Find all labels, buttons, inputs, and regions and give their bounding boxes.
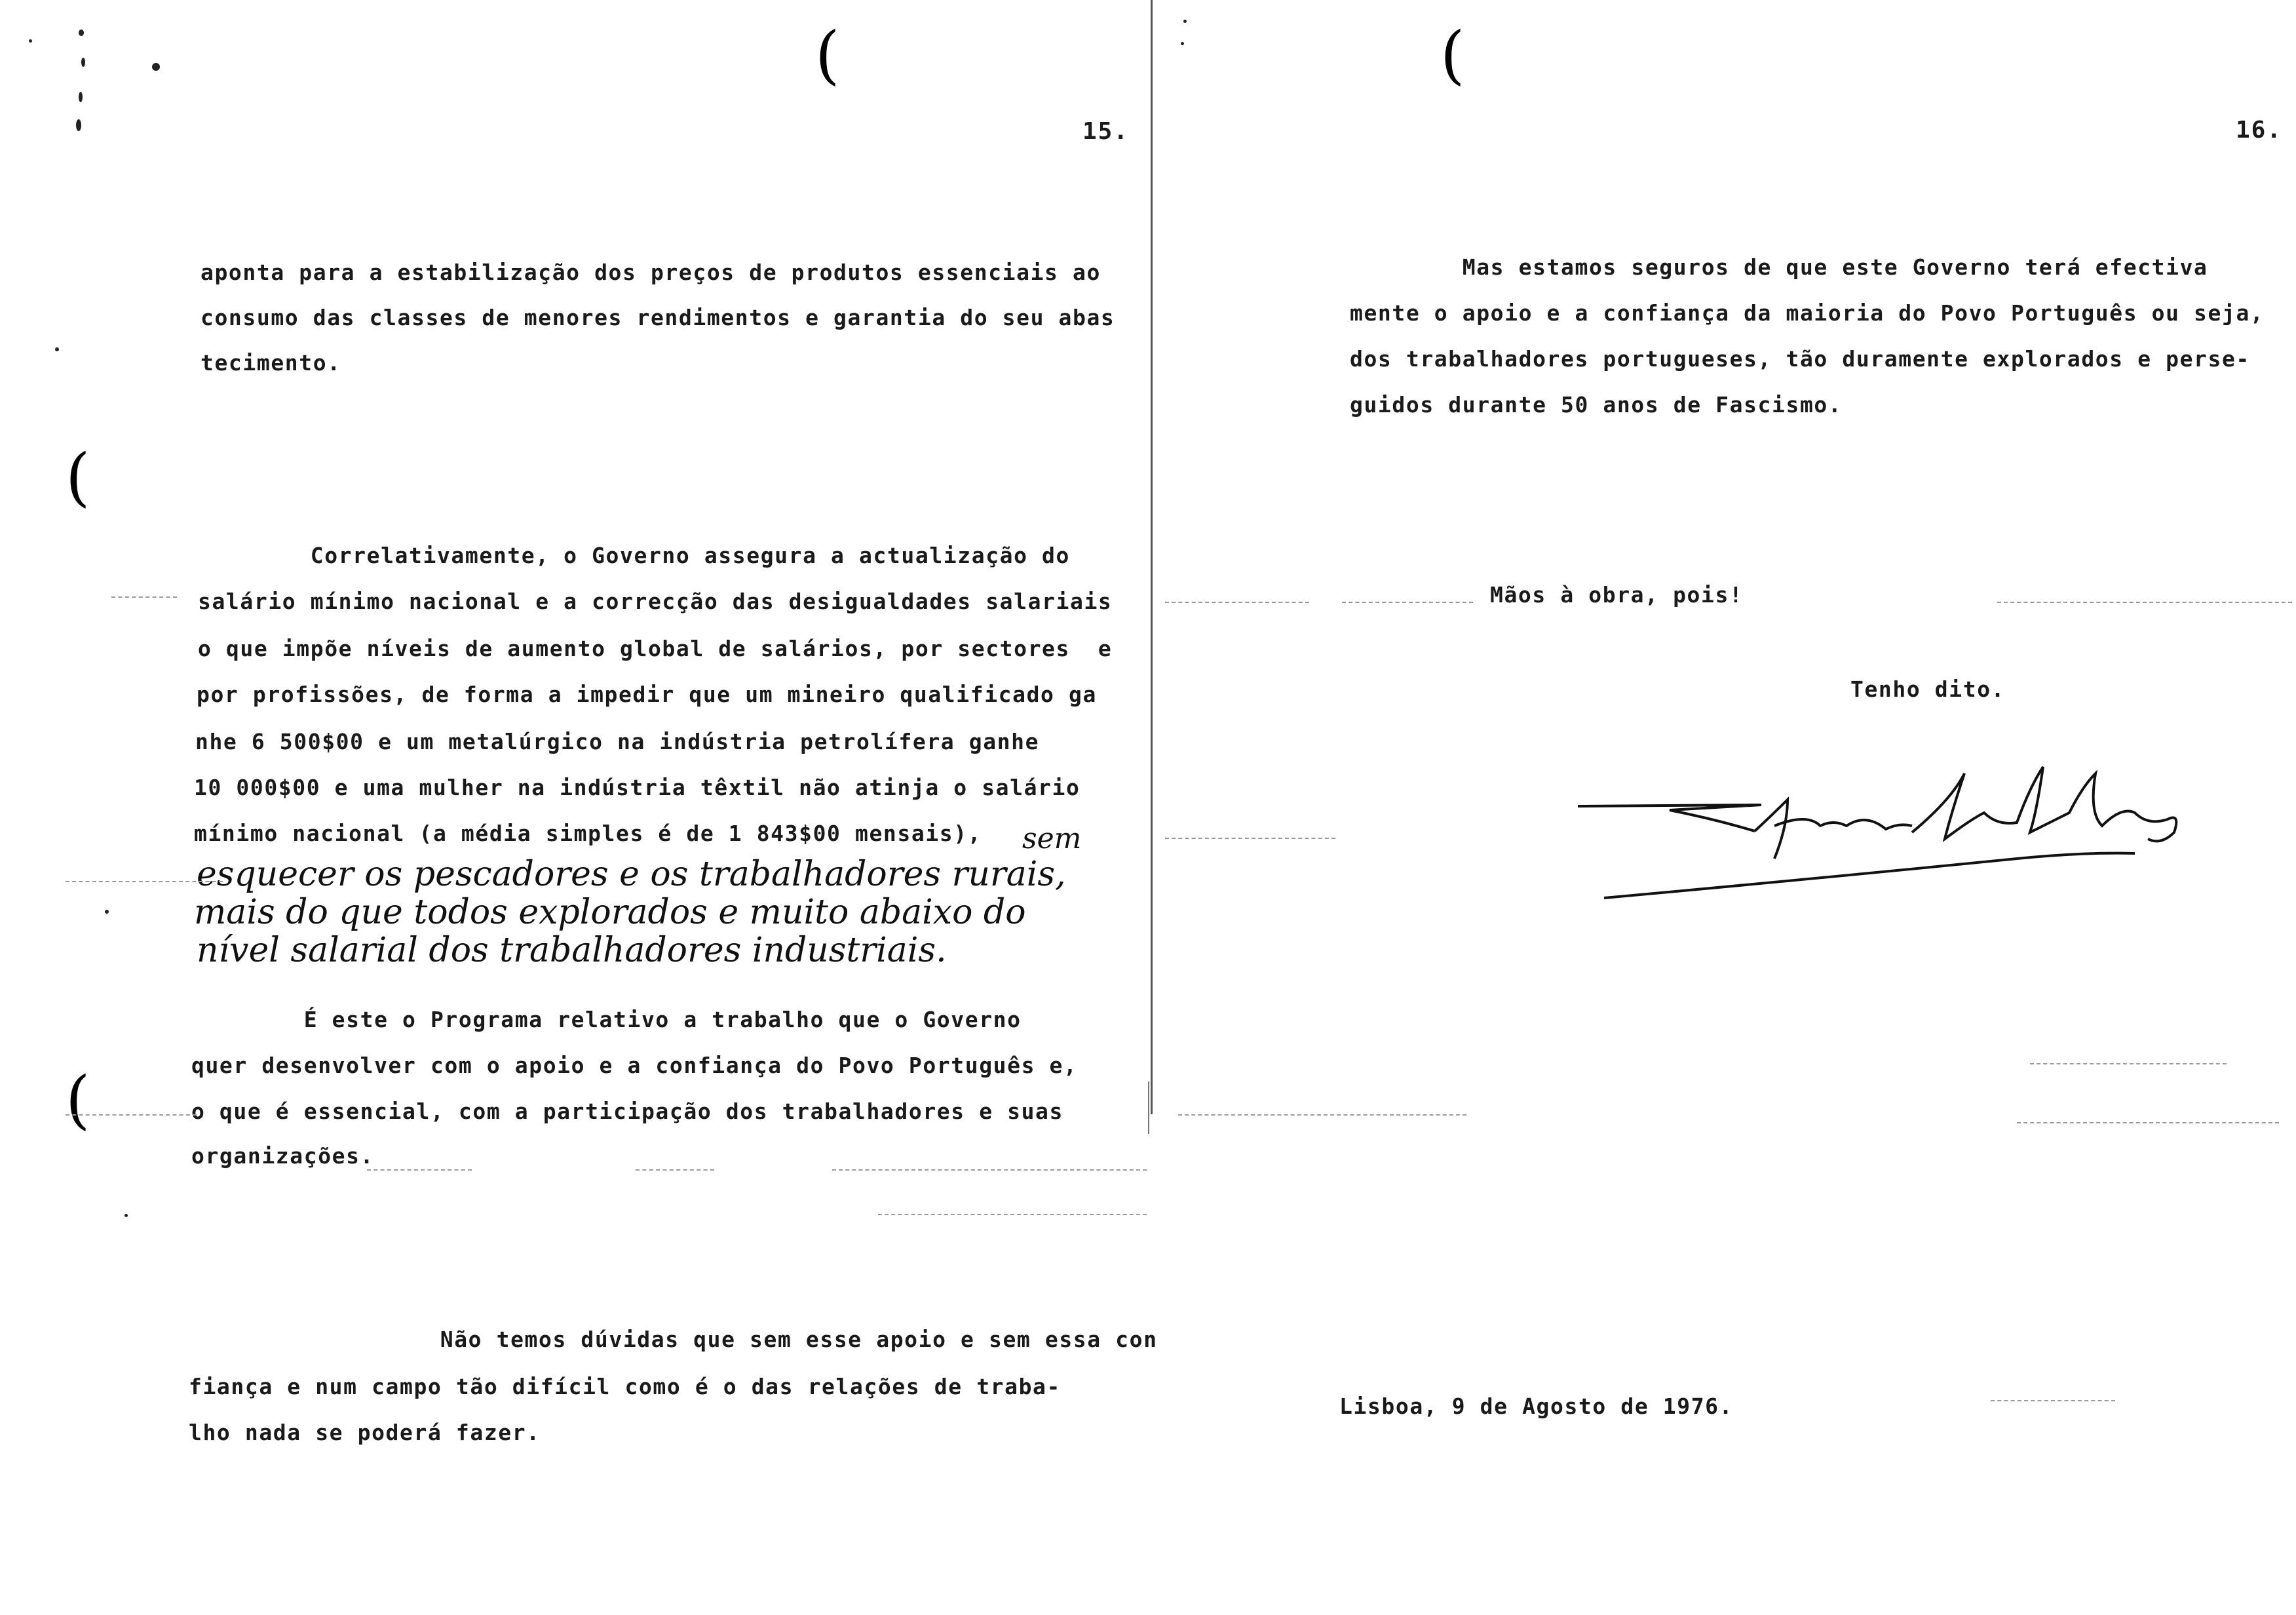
- scan-artifact-line: [66, 1114, 197, 1117]
- scan-artifact-line: [1165, 602, 1309, 604]
- text-line: mente o apoio e a confiança da maioria do Povo Português ou seja,: [1350, 300, 2265, 326]
- text-line: 10 000$00 e uma mulher na indústria têxtil não atinja o salário: [194, 775, 1081, 800]
- scan-speck: [124, 1214, 128, 1217]
- scan-speck: [152, 63, 160, 71]
- scan-artifact-line: [1997, 602, 2292, 604]
- scan-artifact-line: [832, 1169, 1147, 1172]
- text-line: quer desenvolver com o apoio e a confiança do Povo Português e,: [191, 1053, 1078, 1078]
- handwritten-annotation: nível salarial dos trabalhadores industriais.: [197, 931, 947, 970]
- scan-speck: [76, 119, 81, 131]
- scan-speck: [55, 347, 59, 351]
- scan-artifact-line: [2017, 1122, 2279, 1125]
- scan-artifact-line: [878, 1214, 1147, 1216]
- scan-artifact-line: [1991, 1400, 2115, 1403]
- text-line: lho nada se poderá fazer.: [189, 1420, 541, 1445]
- punch-hole-mark: (: [66, 440, 90, 514]
- text-line: tecimento.: [201, 350, 341, 376]
- text-line: guidos durante 50 anos de Fascismo.: [1350, 392, 1843, 418]
- closing-line: Mãos à obra, pois!: [1490, 582, 1744, 608]
- page-number: 15.: [1082, 118, 1130, 145]
- handwritten-annotation: esquecer os pescadores e os trabalhadores rurais,: [197, 855, 1066, 894]
- scan-speck: [29, 39, 32, 43]
- scan-artifact-line: [1342, 602, 1473, 604]
- text-line: É este o Programa relativo a trabalho que o Governo: [191, 1007, 1022, 1032]
- text-line: Correlativamente, o Governo assegura a actualização do: [198, 543, 1070, 568]
- scan-artifact-line: [1178, 1114, 1466, 1117]
- text-line: o que impõe níveis de aumento global de salários, por sectores e: [198, 636, 1113, 661]
- signature-image: [1558, 747, 2213, 905]
- scan-artifact-line: [636, 1169, 714, 1172]
- text-line: nhe 6 500$00 e um metalúrgico na indústria petrolífera ganhe: [195, 729, 1040, 754]
- handwritten-annotation: sem: [1022, 822, 1082, 855]
- text-line: mínimo nacional (a média simples é de 1 843$00 mensais),: [194, 821, 982, 846]
- right-page: [1152, 0, 2296, 1615]
- sign-off: Tenho dito.: [1850, 676, 2006, 702]
- scan-speck: [81, 58, 85, 67]
- scan-artifact-line: [66, 881, 223, 884]
- scan-speck: [1181, 42, 1184, 45]
- text-line: consumo das classes de menores rendimentos e garantia do seu abas: [201, 305, 1115, 330]
- date-line: Lisboa, 9 de Agosto de 1976.: [1339, 1393, 1734, 1419]
- scan-speck: [105, 910, 109, 914]
- scan-artifact-line: [1165, 838, 1335, 840]
- punch-hole-mark: (: [66, 1063, 90, 1137]
- text-line: salário mínimo nacional e a correcção das desigualdades salariais: [198, 589, 1113, 614]
- scan-speck: [1183, 20, 1187, 23]
- scan-artifact-line: [367, 1169, 472, 1172]
- handwritten-annotation: mais do que todos explorados e muito abaixo do: [194, 893, 1026, 932]
- text-line: Mas estamos seguros de que este Governo terá efectiva: [1350, 254, 2208, 280]
- page-number: 16.: [2236, 117, 2283, 144]
- punch-hole-mark: (: [1440, 18, 1465, 92]
- text-line: aponta para a estabilização dos preços de produtos essenciais ao: [201, 260, 1101, 285]
- scan-artifact-line: [111, 596, 177, 599]
- punch-hole-mark: (: [815, 18, 840, 92]
- scan-speck: [79, 92, 83, 102]
- scan-speck: [79, 29, 84, 36]
- text-line: o que é essencial, com a participação dos trabalhadores e suas: [191, 1099, 1063, 1124]
- text-line: por profissões, de forma a impedir que um mineiro qualificado ga: [197, 682, 1097, 707]
- text-line: organizações.: [191, 1143, 375, 1169]
- scan-artifact-line: [2030, 1063, 2227, 1066]
- text-line: dos trabalhadores portugueses, tão duramente explorados e perse-: [1350, 346, 2250, 372]
- text-line: Não temos dúvidas que sem esse apoio e sem essa con: [328, 1327, 1158, 1352]
- text-line: fiança e num campo tão difícil como é o das relações de traba-: [189, 1374, 1061, 1399]
